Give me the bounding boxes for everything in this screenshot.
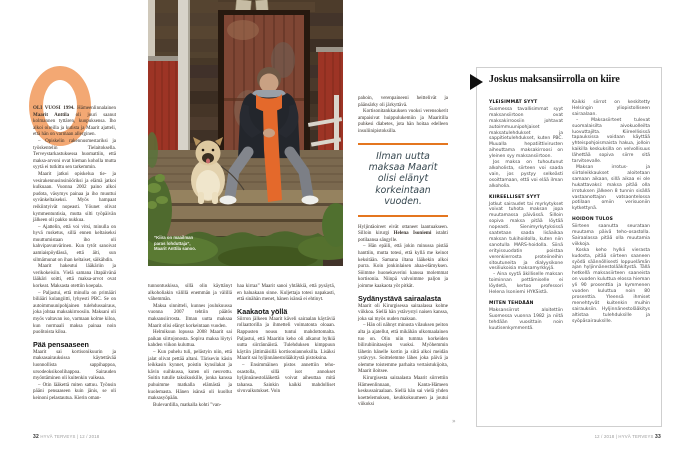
paragraph: Maarit hakeutui lääkäriin ja verikokeisiin. Vielä samana iltapäivänä lääkäri soitti, että maksa-arvot ovat korkeat. Maksasta otettiin koepala. (33, 264, 116, 290)
fact-heading: MITEN TEHDÄÄN (489, 301, 534, 306)
fact-paragraph: Koska keho hylkii vierasta kudosta, pitää siirteen saaneen syödä säännöllisesti loppuelämän ajan hyljinnänestolääkitystä. Tällä hetkellä maksasiirteen saaneista on vuoden kuluttua elossa hieman yli 90 prosenttia ja kymmenen vuoden kuluttua noin 80 prosenttia. Yleensä ihmiset menehtyvät kuitenkin muihin sairauksiin. Hyljinnänestolääkitys altistaa tulehduksille ja syöpäsairauksille. (572, 247, 650, 324)
paragraph: Bulevardilla, matkalla kohti ”van- (153, 402, 222, 408)
fact-box (476, 67, 662, 427)
paragraph: Maarit jatkoi opiskelua tie- ja vesirakennusinsinööriksi ja elämä jatkoi kulkuaan. Vuonna 2002 paino alkoi pudota, väsymys painaa ja iho muuttui syvänkeltaiseksi. Myös hampaat reikiintyivät nopeasti. Yöunet olivat kymmentuntisia, mutta silti työpäivän jälkeen oli pakko nukkua. (33, 171, 116, 224)
fact-paragraph: Maksan irrotus- ja siirtoleikkaukset aloitetaan samaan aikaan, sillä aikaa ei ole hukattavaksi: maksa pitää olla irrotuksen jälkeen 8 tunnin sisällä vastaanottajan vatsaontelossa potilaan omiin verisuoniin kytkettynä. (572, 164, 650, 212)
paragraph: Kirurgisesta sairaalasta Maarit siirrettiin Hämeenlinnaan, Kanta-Hämeen keskussairaalaan. Siellä hän sai vielä yhden koettelemuksen, keuhkokuumeen ja joutui viikoksi (358, 376, 448, 408)
fact-paragraph: Jos maksa on tuhoutunut alkoholista, siirteen voi saada vain, jos pystyy selkeästi osoittamaan, että voi elää ilman alkoholia. (489, 160, 563, 189)
paragraph: – Hän epäili, että jokin minussa pistää hanttiin, mutta totesi, että kyllä me keinot keksitään. Samana iltana lääkekin alkoi purra. Koin jonkinlaisen ahaa-elämyksen. Söimme huonekaverini kanssa molemmat kortisonia. Niinpä valvoimme paljon ja joimme kaakaota yöt pitkät. (358, 244, 448, 289)
person-name: Maarit Anttila (33, 112, 70, 118)
text-run: oli juuri saanut kolmannen tyttären, kuopuksensa. Iho alkoi oireilla ja kutista ja Maarit ajatteli, että hän on varmaan allerginen. (33, 112, 117, 138)
paragraph (358, 225, 448, 245)
footer-text: HYVÄ TERVEYS | 12 / 2018 (40, 434, 100, 439)
paragraph: Kortisonitankkauksen vuoksi verensokerit ampaisivat huippulukemiin ja Maaritilla puhkesi diabetes, jota hän hoitaa edelleen insuliinipistoksilla. (358, 109, 448, 134)
article-column-4 (358, 96, 448, 409)
paragraph: Helmikuun lopussa 2008 Maarit sai paikan siirtojonosta. Sopiva maksa löytyi kahden viikon kuluttua. (148, 330, 232, 349)
paragraph: – Kun puhelu tuli, pelästyin niin, että jalat olivat pettää altani. Tärisevin käsin leikkasin kynnet, poistin kynsilakat ja kävin suihkussa, kuten oli neuvottu. Soitin tutulle taksikuskille, jonka kanssa puhuimme matkalla elämästä ja kuolemasta. Hänen isänsä oli kuollut maksasyöpään. (148, 349, 232, 402)
porch-photo-illustration (148, 0, 343, 266)
text-run: istahti potilaansa sängylle. (358, 231, 448, 243)
fact-heading: KIIREELLISET SYYT (489, 194, 541, 200)
fact-paragraph: – Maksasiirteet tulevat suomalaisilta aivokuolleilta luovuttajilta. Kiireellisissä tapauksissa voidaan käyttää yhteispohjoismaista hakua, jolloin kaikilla keskuksilla on velvollisuus lähettää sopiva siirre sitä tarvitsevalle. (572, 117, 650, 165)
photo-caption: ”Kiira on maailman paras lohduttaja”, Maarit Anttila sanoo. (154, 235, 197, 252)
article-column-3 (237, 284, 335, 396)
person-name: Helena Isoniemi (393, 231, 432, 237)
article-column-1 (33, 106, 116, 403)
triangle-marker-icon (470, 74, 483, 90)
page-number: 33 (655, 434, 661, 440)
fact-paragraph: Jotkut sairaudet tai myrkytykset voivat tuhota maksan jopa muutamassa päivässä. Silloin sopiva maksa pitää löytää nopeasti. Sienimyrkytyksissä saatetaan saada lisäaikaa maksan tukihoidolla, kuten niin sanotulla MARS-hoidolla. Siinä erityissuodatin poistaa verenkierrosta proteiineihin sitoutuneita ja dialyysikone vesiliukoisia maksamyrkkyjä. (489, 201, 563, 272)
page-footer-right (595, 434, 661, 440)
fact-paragraph: Kaikki siirrot on keskitetty Helsingin yliopistolliseen sairaalaan. (572, 100, 650, 117)
text-run: Hämeenlinnalainen (74, 106, 117, 111)
paragraph: – Ajattelin, että voi vitsi, minulla on hyvä rusketus, sillä ennen keltaiseksi muuttumistaan iho oli kahvipavunvärinen. Kun tytöt sanoivat aamiaispöydässä, että äiti, sun silmämunat on ihan keltaiset, säikähdin. (33, 224, 116, 263)
paragraph: – Paljastui, että minulla on primääri biliääri kolangiitti, lyhyesti PBC. Se on autoimmuunipohjainen tulehdussairaus, joka johtaa maksakirroosiin. Maksani oli myös valtavan iso, varmaan kolme kiloa, kun normaali maksa painaa noin puolitoista kiloa. (33, 290, 116, 336)
page-number: 32 (33, 434, 39, 440)
section-heading: Sydänystävä sairaalasta (358, 293, 442, 303)
fact-box-column-2 (572, 100, 650, 325)
paragraph: haa kirraa” Maarit sanoi yhtäkkiä, että pysäytä, en haluakaan sinne. Kuljettaja totesi napakasti, että sinähän menet, hänen isänsä ei ehtinyt. (237, 284, 335, 303)
footer-text: 12 / 2018 | HYVÄ TERVEYS (594, 434, 654, 439)
fact-paragraph: Maksansiirrot aloitettiin Suomessa vuonna 1982 ja niitä tehdään vuosittain noin kuutisenkymmentä. (489, 307, 563, 331)
paragraph: – Opiskelin rakennusmestariksi ja työskentelin Tielaitoksella. Terveystarkastuksessa huomattiin, että maksa-arvoni ovat hieman koholla mutta syytä ei tutkittu sen tarkemmin. (33, 138, 116, 171)
paragraph: Siirron jälkeen Maarit käveli sairaalan käytäviä rollaattorilla ja ihmetteli voimatonta oloaan. Rappusten nousu tuntui mahdottomalta. Paljastui, että Maaritin keho oli alkanut hylkiä uutta siirrännäistä. Tulehduksen kimppuun käytiin jättimäisillä kortisoniannoksilla. Lisäksi Maarit sai hyljinnänestolääkitystä pistoksina. (237, 316, 335, 362)
article-column-2 (148, 284, 232, 409)
section-heading: Kaakaota yöllä (237, 306, 288, 316)
paragraph: – Otin lääkettä miten sattuu. Työnsin pääni pensaaseen kuin jänis, se oli keinoni pelastautua. Kierin oman- (33, 382, 116, 401)
fact-box-title: Joskus maksansiirrolla on kiire (489, 74, 620, 85)
paragraph: pahoin, verenpaineeni heittelivät ja päänsärky oli järkyttävä. (358, 96, 448, 108)
paragraph: Maksa sinnitteli, kunnes joulukuussa vuonna 2007 tehtiin päätös maksansiirrosta. Ilman uutta maksaa Maarit olisi elänyt korkeintaan vuoden. (148, 303, 232, 329)
paragraph: – Ensimmäinen pistos annettiin teho-osastolla, sillä isot annokset hyljinnänestolääkettä voivat aiheuttaa mitä tahansa. Sainkin kaikki mahdolliset sivuvaikutukset. Voin (237, 362, 335, 395)
text-run: Hyljintäoireet eivät ottaneet laantuakseen. Silloin kirurgi (358, 224, 448, 237)
continuation-arrow-icon: » (452, 418, 456, 425)
fact-paragraph: Siirteen saanutta seurataan muutama päivä teho-osastolla. Sairaalassa pitää olla muutamia viikkoja. (572, 224, 650, 247)
lead-paragraph (33, 106, 116, 139)
paragraph: Maarit oli Kirurgisessa sairaalassa kolme viikkoa. Siellä hän ystävystyi naisen kanssa, joka sai myös uuden maksan. (358, 303, 448, 322)
lead-in: OLI VUOSI 1994. (33, 106, 75, 111)
paragraph: – Hän oli nähnyt minusta vilauksen peiton alta ja ajatellut, että mikähän ulkomaalainen tuo on. Olin niin tumma korkeiden bilirubiinitasojen vuoksi. Myöhemmin lähetin hänelle kortin ja siitä alkoi meidän ystävyys. Soittelemme lähes joka päivä ja olemme toistemme parhaita vertaistukijoita, Maarit iloitsee. (358, 323, 448, 375)
paragraph: tunnontuskissa, sillä olin käyttänyt alkoholiakin välillä enemmän ja välillä vähemmän. (148, 284, 232, 303)
fact-heading: YLEISIMMÄT SYYT (489, 100, 538, 105)
photo (148, 0, 343, 266)
fact-paragraph: – Aina syytä äkilliselle maksan toiminnan pettämiselle ei löydetä, kertoo professori Helena Isoniemi HYKSistä. (489, 272, 563, 296)
pull-quote: Ilman uutta maksaa Maarit olisi elänyt korkeintaan vuoden. (358, 143, 448, 217)
page-footer-left (33, 434, 99, 440)
fact-paragraph: Suomessa tavallisimmat syyt maksansiirtoon ovat maksakirroosiin johtavat autoimmuunipohjaiset maksatulehdukset ja sappitietulehdukset, kuten PBC. Muualla hepatiittivirusten aiheuttama maksakirroosi on yleinen syy maksansiirtoon. (489, 106, 563, 160)
section-heading: Pää pensaaseen (33, 339, 89, 349)
paragraph: Maarit sai kortisonikuurin ja maksasairauksissa käytettävää luonnollista sappihappoa, ursodeoksikoolihappoa. Sairauden myöntäminen oli kuitenkin vaikeaa. (33, 349, 116, 382)
fact-box-column-1 (489, 100, 563, 332)
fact-heading: HOIDON TULOS (572, 217, 614, 223)
